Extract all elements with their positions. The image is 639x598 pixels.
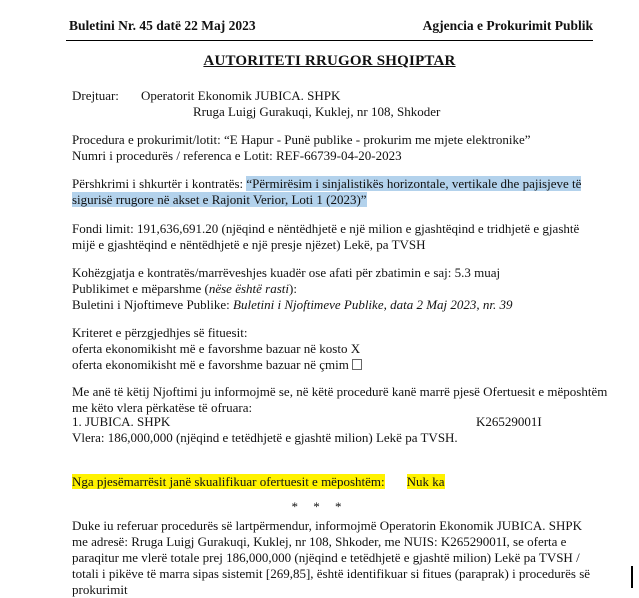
description-text-2: sigurisë rrugore në akset e Rajonit Verior, Loti 1 (2023)”: [72, 192, 367, 207]
bidder-name: 1. JUBICA. SHPK: [72, 414, 171, 429]
contract-description-line2: [72, 192, 367, 208]
bulletin-header: Buletini Nr. 45 datë 22 Maj 2023: [69, 18, 256, 33]
bidders-intro-line1: Me anë të këtij Njoftimi ju informojmë se, në këtë procedurë kanë marrë pjesë Ofertuesit e mëposhtëm: [72, 384, 608, 399]
closing-line3: paraqitur me vlerë totale prej 186,000,000 (njëqind e tetëdhjetë e gjashtë milion) Lekë pa TVSH /: [72, 550, 580, 565]
previous-publications: [72, 281, 297, 297]
criteria-option-cost: oferta ekonomikisht më e favorshme bazuar në kosto X: [72, 341, 361, 356]
agency-header: Agjencia e Prokurimit Publik: [422, 18, 593, 33]
bidder-value: Vlera: 186,000,000 (njëqind e tetëdhjetë e gjashtë milion) Lekë pa TVSH.: [72, 430, 458, 445]
closing-line1: Duke iu referuar procedurës së lartpërmendur, informojmë Operatorin Ekonomik JUBICA. SHPK: [72, 518, 582, 533]
description-label: Përshkrimi i shkurtër i kontratës:: [72, 176, 247, 191]
criteria-option-price: [72, 357, 362, 373]
procedure-reference: Numri i procedurës / referenca e Lotit: REF-66739-04-20-2023: [72, 148, 402, 163]
prev-pub-label: Publikimet e mëparshme (: [72, 281, 209, 296]
recipient-address: Rruga Luigj Gurakuqi, Kuklej, nr 108, Shkoder: [193, 104, 441, 119]
closing-line5: prokurimit: [72, 582, 128, 597]
criteria-price-text: oferta ekonomikisht më e favorshme bazuar në çmim: [72, 357, 349, 372]
section-separator: * * *: [291, 499, 348, 514]
authority-title: AUTORITETI RRUGOR SHQIPTAR: [203, 53, 456, 69]
criteria-label: Kriteret e përzgjedhjes së fituesit:: [72, 325, 248, 340]
bulletin-reference: [72, 297, 513, 313]
bidders-intro-line2: me këto vlera përkatëse të ofruara:: [72, 400, 253, 415]
recipient-name: Operatorit Ekonomik JUBICA. SHPK: [141, 88, 341, 103]
duration-line: Kohëzgjatja e kontratës/marrëveshjes kuadër ose afati për zbatimin e saj: 5.3 muaj: [72, 265, 501, 280]
bulletin-label: Buletini i Njoftimeve Publike:: [72, 297, 234, 312]
bulletin-value: Buletini i Njoftimeve Publike, data 2 Maj 2023, nr. 39: [233, 297, 513, 312]
prev-pub-note: nëse është rasti: [208, 281, 289, 296]
disqualified-value: Nuk ka: [406, 474, 445, 489]
bidder-nuis: K26529001I: [476, 414, 542, 429]
disqualified-label: Nga pjesëmarrësit janë skualifikuar ofertuesit e mëposhtëm:: [72, 474, 385, 489]
contract-description-line1: [72, 176, 581, 192]
fund-limit-line2: mijë e gjashtëqind e nëntëdhjetë e një presje njëzet) Lekë, pa TVSH: [72, 237, 426, 252]
closing-line4: totali i pikëve të marra sipas sistemit [269,85], është identifikuar si fitues (paraprak) i procedurës së: [72, 566, 591, 581]
recipient-label: Drejtuar:: [72, 88, 119, 103]
description-text-1: “Përmirësim i sinjalistikës horizontale, vertikale dhe pajisjeve të: [246, 176, 582, 191]
checkbox-empty-icon: [352, 359, 362, 370]
disqualified-line: [72, 474, 445, 490]
procedure-type: Procedura e prokurimit/lotit: “E Hapur - Punë publike - prokurim me mjete elektronike”: [72, 132, 531, 147]
header-divider: [66, 40, 593, 41]
closing-line2: me adresë: Rruga Luigj Gurakuqi, Kuklej, nr 108, Shkoder, me NUIS: K26529001I, se oferta e: [72, 534, 567, 549]
fund-limit-line1: Fondi limit: 191,636,691.20 (njëqind e nëntëdhjetë e një milion e gjashtëqind e tridhjetë e gjashtë: [72, 221, 580, 236]
text-cursor: [631, 566, 633, 588]
prev-pub-end: ):: [289, 281, 297, 296]
